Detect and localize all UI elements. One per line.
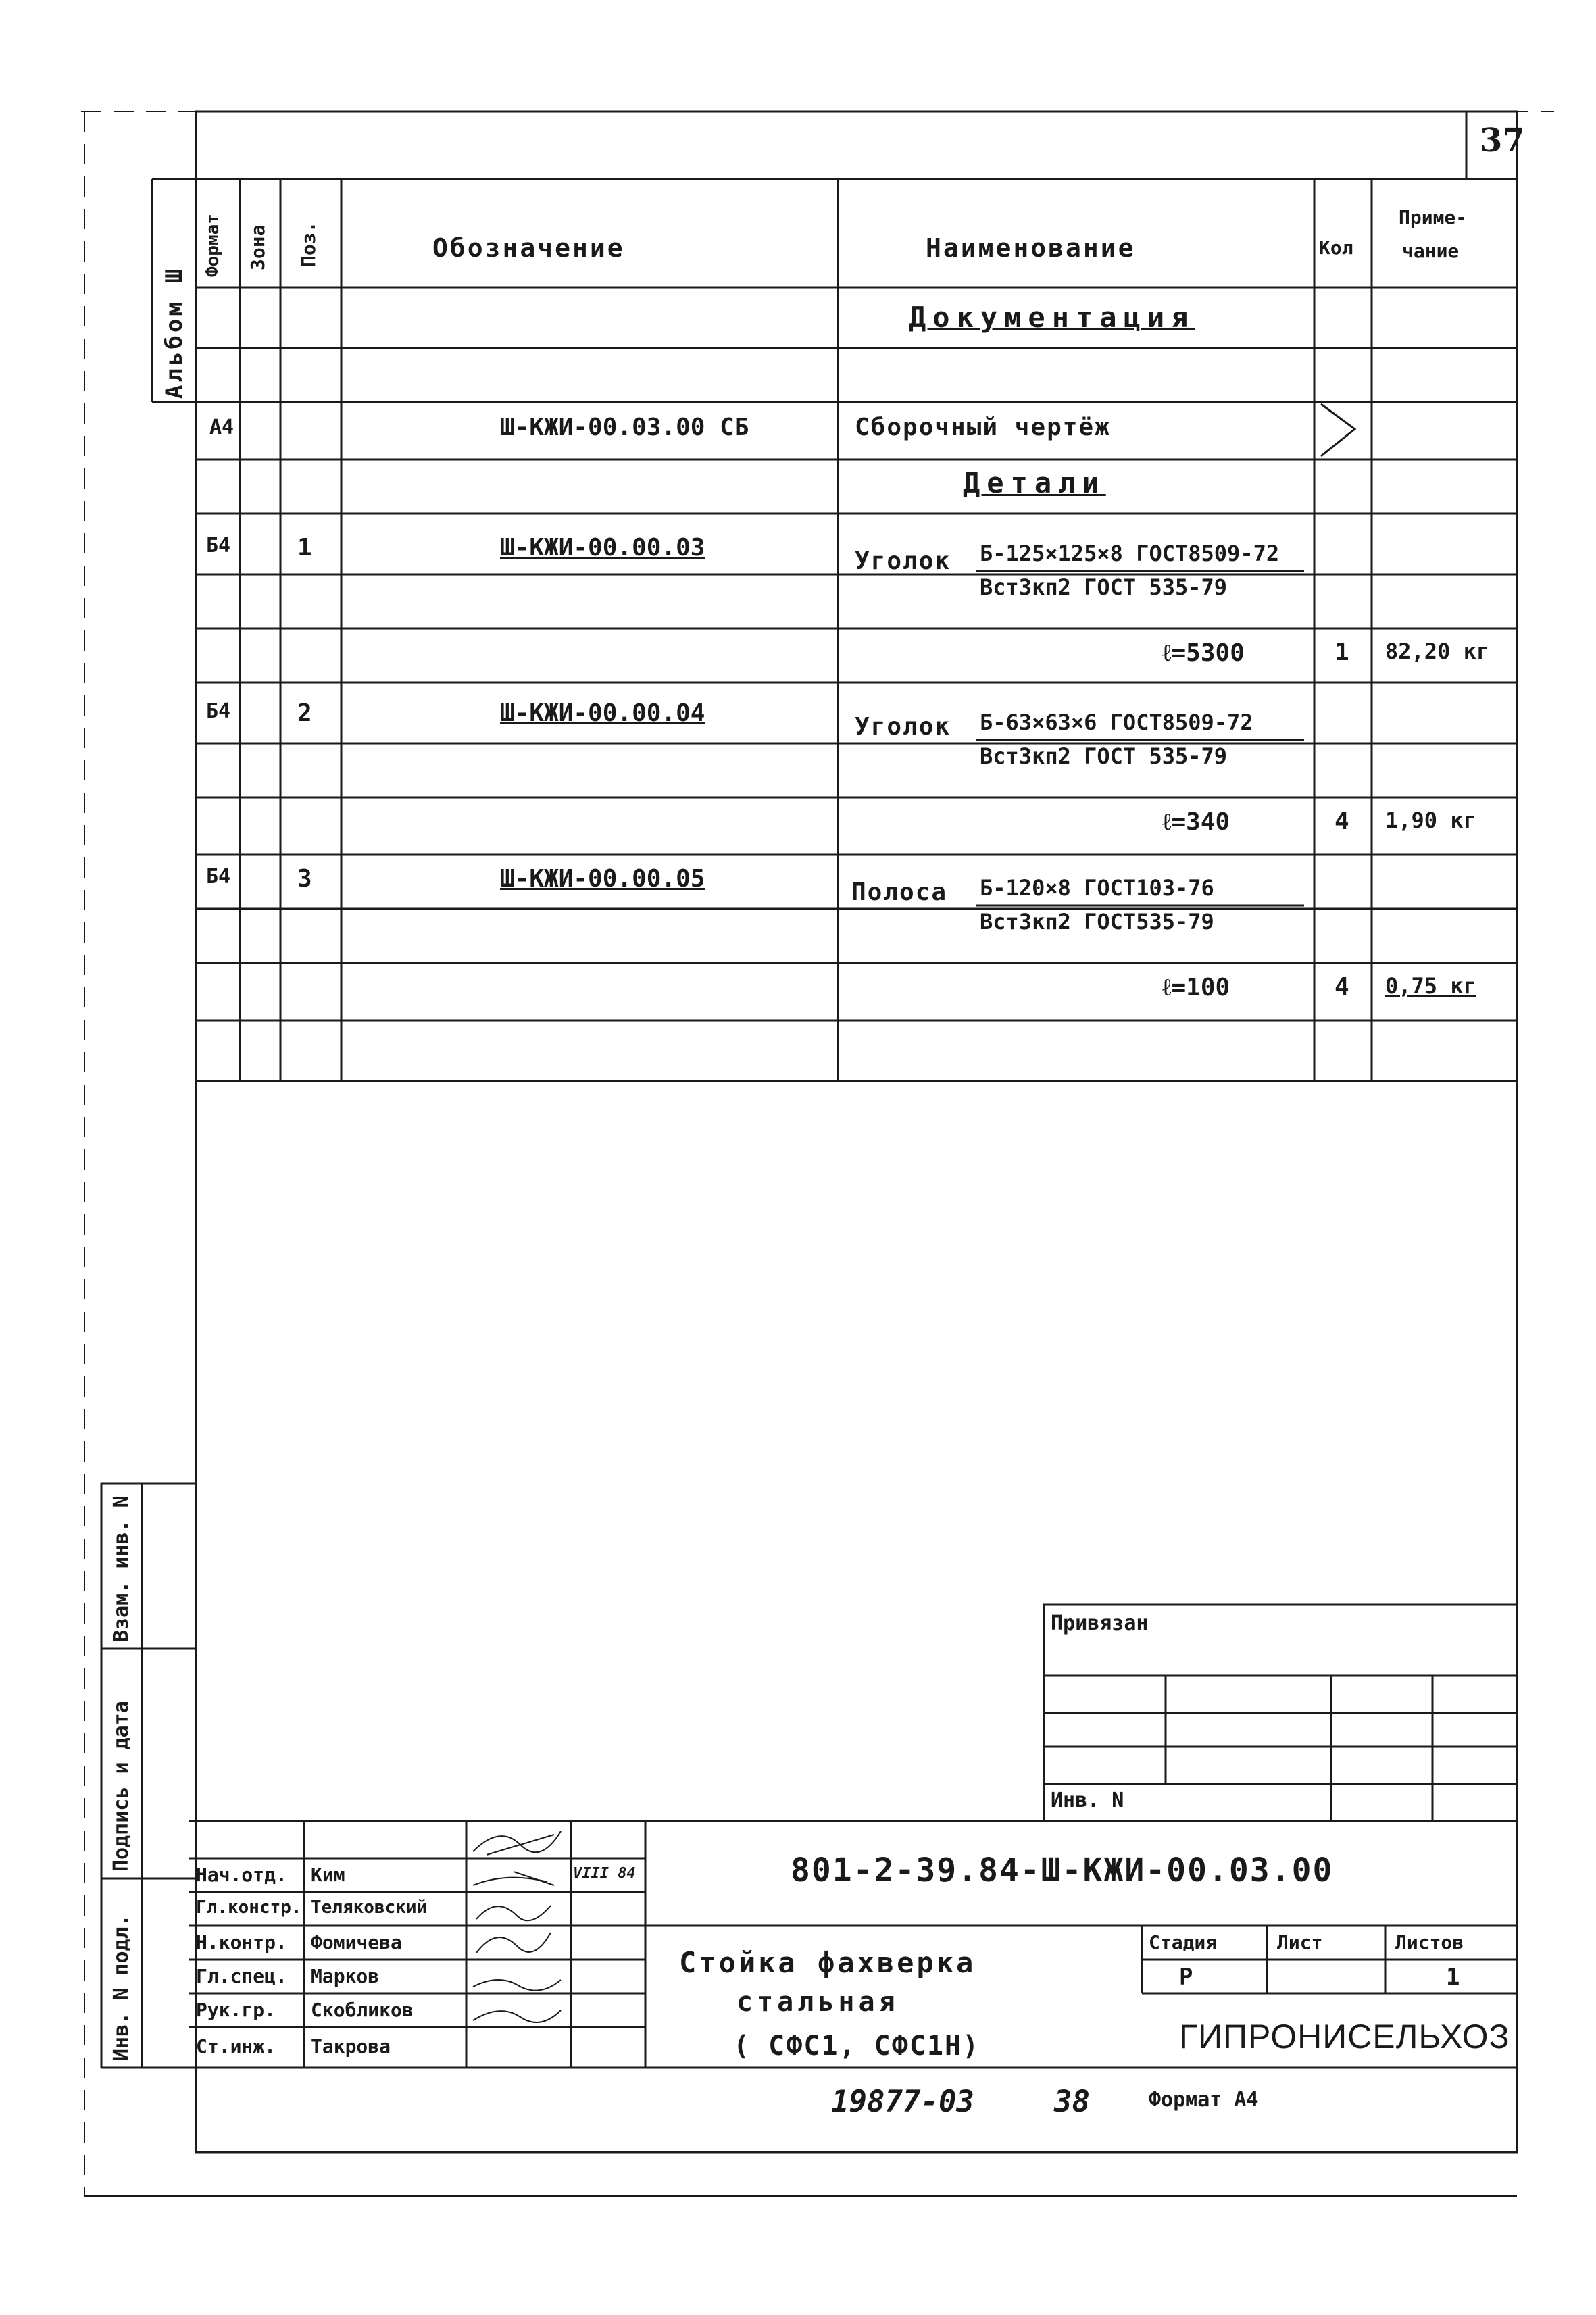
signer-name-3: Фомичева bbox=[311, 1931, 402, 1953]
signer-name-6: Такрова bbox=[311, 2035, 391, 2058]
item2-qty: 4 bbox=[1335, 807, 1349, 835]
header-pos: Поз. bbox=[297, 221, 320, 267]
item3-length: ℓ=100 bbox=[1162, 974, 1230, 1001]
assembly-designation: Ш-КЖИ-00.03.00 СБ bbox=[500, 414, 749, 441]
section-details: Детали bbox=[963, 466, 1106, 499]
page-number: 38 bbox=[1054, 2085, 1090, 2119]
item1-spec-top: Б-125×125×8 ГОСТ8509-72 bbox=[980, 541, 1280, 566]
item2-name: Уголок bbox=[855, 713, 951, 741]
item3-spec-bottom: Вст3кп2 ГОСТ535-79 bbox=[980, 909, 1214, 935]
sign-date: VIII 84 bbox=[573, 1865, 636, 1882]
item3-pos: 3 bbox=[297, 865, 312, 893]
item1-name: Уголок bbox=[855, 547, 951, 575]
item2-length: ℓ=340 bbox=[1162, 808, 1230, 836]
item1-pos: 1 bbox=[297, 534, 312, 562]
assembly-name: Сборочный чертёж bbox=[855, 414, 1111, 441]
signer-role-6: Ст.инж. bbox=[196, 2035, 276, 2058]
item3-note: 0,75 кг bbox=[1385, 973, 1476, 999]
title-line1: Стойка фахверка bbox=[679, 1946, 976, 1979]
signer-role-5: Рук.гр. bbox=[196, 1999, 276, 2021]
album-label: Альбом Ш bbox=[161, 266, 188, 399]
item2-designation: Ш-КЖИ-00.00.04 bbox=[500, 699, 705, 727]
signer-role-4: Гл.спец. bbox=[196, 1965, 287, 1987]
signer-role-3: Н.контр. bbox=[196, 1931, 287, 1953]
title-line3: ( СФС1, СФС1Н) bbox=[733, 2031, 980, 2062]
item1-designation: Ш-КЖИ-00.00.03 bbox=[500, 534, 705, 562]
header-note-line2: чание bbox=[1402, 240, 1460, 262]
signer-name-5: Скобликов bbox=[311, 1999, 414, 2021]
item1-note: 82,20 кг bbox=[1385, 639, 1490, 664]
archive-number: 19877-03 bbox=[831, 2085, 974, 2119]
section-documentation: Документация bbox=[909, 301, 1195, 334]
signer-name-2: Теляковский bbox=[311, 1897, 428, 1918]
item2-pos: 2 bbox=[297, 699, 312, 727]
item3-qty: 4 bbox=[1335, 973, 1349, 1001]
header-format: Формат bbox=[203, 214, 223, 277]
format-label: Формат А4 bbox=[1149, 2088, 1259, 2112]
binding-title: Привязан bbox=[1051, 1612, 1149, 1635]
header-note-line1: Приме- bbox=[1399, 206, 1468, 228]
signer-role-1: Нач.отд. bbox=[196, 1864, 287, 1886]
item2-spec-top: Б-63×63×6 ГОСТ8509-72 bbox=[980, 710, 1253, 735]
stamp-inv-podl: Инв. N подл. bbox=[109, 1914, 133, 2061]
assembly-format: А4 bbox=[209, 416, 234, 439]
signer-name-4: Марков bbox=[311, 1965, 380, 1987]
title-line2: стальная bbox=[737, 1987, 899, 2018]
signer-role-2: Гл.констр. bbox=[196, 1897, 302, 1918]
header-qty: Кол bbox=[1319, 237, 1353, 259]
item3-spec-top: Б-120×8 ГОСТ103-76 bbox=[980, 875, 1214, 901]
item3-format: Б4 bbox=[206, 865, 231, 889]
item2-note: 1,90 кг bbox=[1385, 807, 1476, 833]
item2-spec-bottom: Вст3кп2 ГОСТ 535-79 bbox=[980, 743, 1228, 769]
stage-value: Р bbox=[1179, 1964, 1193, 1991]
header-zone: Зона bbox=[247, 224, 269, 270]
sheets-value: 1 bbox=[1446, 1964, 1460, 1991]
item3-name: Полоса bbox=[851, 878, 948, 906]
item1-length: ℓ=5300 bbox=[1162, 639, 1245, 667]
sheet-label: Лист bbox=[1277, 1931, 1323, 1953]
header-name: Наименование bbox=[926, 233, 1136, 263]
signer-name-1: Ким bbox=[311, 1864, 345, 1886]
stamp-vzam-inv: Взам. инв. N bbox=[109, 1495, 133, 1642]
doc-code: 801-2-39.84-Ш-КЖИ-00.03.00 bbox=[791, 1851, 1334, 1889]
sheet-number: 37 bbox=[1480, 122, 1525, 159]
organization: ГИПРОНИСЕЛЬХОЗ bbox=[1179, 2018, 1510, 2056]
item1-format: Б4 bbox=[206, 534, 231, 557]
item1-qty: 1 bbox=[1335, 639, 1349, 666]
sheets-label: Листов bbox=[1395, 1931, 1464, 1953]
item1-spec-bottom: Вст3кп2 ГОСТ 535-79 bbox=[980, 574, 1228, 600]
binding-inv: Инв. N bbox=[1051, 1789, 1124, 1812]
stamp-podpis-data: Подпись и дата bbox=[109, 1701, 133, 1872]
header-designation: Обозначение bbox=[432, 233, 625, 263]
item3-designation: Ш-КЖИ-00.00.05 bbox=[500, 865, 705, 893]
stage-label: Стадия bbox=[1149, 1931, 1218, 1953]
item2-format: Б4 bbox=[206, 699, 231, 723]
